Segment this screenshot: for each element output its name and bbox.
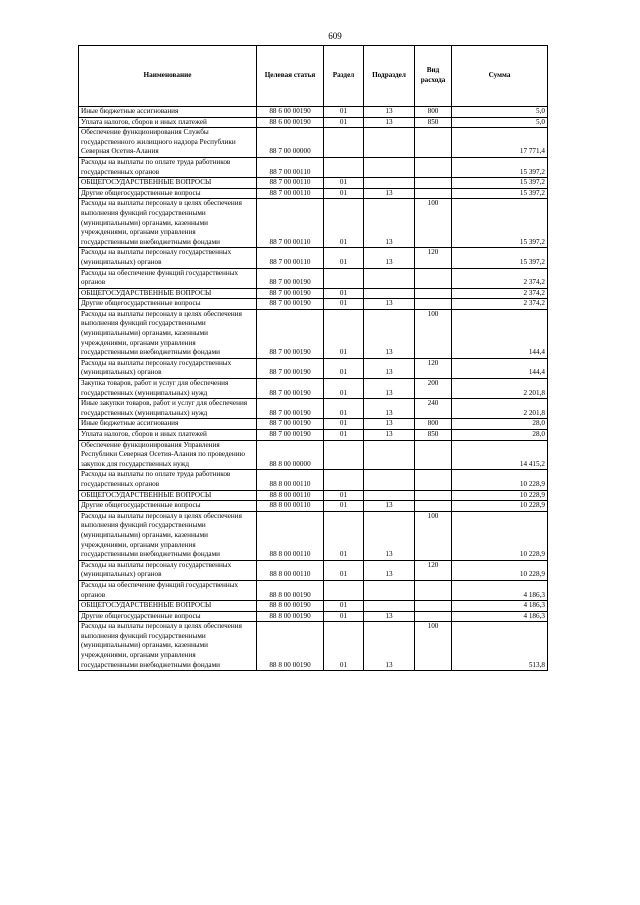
header-expense-type: Вид расхода [415, 46, 452, 107]
row-target-article: 88 7 00 00190 [257, 309, 324, 358]
row-section: 01 [324, 622, 364, 671]
row-subsection: 13 [364, 309, 415, 358]
row-section: 01 [324, 379, 364, 399]
row-sum: 10 228,9 [452, 490, 548, 501]
row-sum: 10 228,9 [452, 501, 548, 512]
row-section: 01 [324, 419, 364, 430]
table-row [79, 440, 548, 470]
row-subsection: 13 [364, 379, 415, 399]
table-row [79, 157, 548, 177]
row-expense-type [415, 128, 452, 158]
row-name: ОБЩЕГОСУДАРСТВЕННЫЕ ВОПРОСЫ [79, 178, 257, 189]
row-expense-type: 240 [415, 399, 452, 419]
row-sum: 4 186,3 [452, 601, 548, 612]
row-sum: 17 771,4 [452, 128, 548, 158]
row-name: Расходы на выплаты персоналу государственных (муниципальных) органов [79, 560, 257, 580]
header-name: Наименование [79, 46, 257, 107]
row-sum: 4 186,3 [452, 611, 548, 622]
row-name: Обеспечение функционирования Службы государственного жилищного надзора Республики Северная Осетия-Алания [79, 128, 257, 158]
table-row [79, 358, 548, 378]
row-target-article: 88 8 00 00000 [257, 440, 324, 470]
row-name: ОБЩЕГОСУДАРСТВЕННЫЕ ВОПРОСЫ [79, 288, 257, 299]
row-expense-type [415, 268, 452, 288]
row-sum: 144,4 [452, 358, 548, 378]
row-subsection: 13 [364, 188, 415, 199]
row-section: 01 [324, 490, 364, 501]
table-row [79, 268, 548, 288]
row-sum: 10 228,9 [452, 470, 548, 490]
row-name: Обеспечение функционирования Управления Республики Северная Осетия-Алания по проведению закупок для государственных нужд [79, 440, 257, 470]
row-section: 01 [324, 601, 364, 612]
row-name: Уплата налогов, сборов и иных платежей [79, 117, 257, 128]
row-target-article: 88 7 00 00190 [257, 419, 324, 430]
row-name: Другие общегосударственные вопросы [79, 188, 257, 199]
header-subsection: Подраздел [364, 46, 415, 107]
row-sum: 2 201,8 [452, 379, 548, 399]
table-row [79, 379, 548, 399]
row-subsection: 13 [364, 419, 415, 430]
row-section: 01 [324, 188, 364, 199]
row-target-article: 88 7 00 00190 [257, 399, 324, 419]
row-section [324, 268, 364, 288]
row-expense-type: 100 [415, 511, 452, 560]
row-section: 01 [324, 560, 364, 580]
row-name: Иные бюджетные ассигнования [79, 107, 257, 118]
row-target-article: 88 8 00 00190 [257, 580, 324, 600]
table-row [79, 107, 548, 118]
row-target-article: 88 8 00 00190 [257, 601, 324, 612]
table-row [79, 580, 548, 600]
row-expense-type: 100 [415, 199, 452, 248]
row-subsection [364, 178, 415, 189]
table-row [79, 611, 548, 622]
row-expense-type [415, 178, 452, 189]
row-section: 01 [324, 178, 364, 189]
row-sum: 5,0 [452, 117, 548, 128]
row-target-article: 88 6 00 00190 [257, 107, 324, 118]
budget-table [78, 45, 548, 671]
row-name: Расходы на выплаты персоналу в целях обеспечения выполнения функций государственными (муниципальными) органами, казенными учреждениями, органами управления государственными внебюджетными фондами [79, 622, 257, 671]
row-target-article: 88 8 00 00190 [257, 611, 324, 622]
row-section: 01 [324, 199, 364, 248]
row-sum: 2 374,2 [452, 288, 548, 299]
row-expense-type [415, 188, 452, 199]
row-expense-type [415, 288, 452, 299]
row-section: 01 [324, 511, 364, 560]
row-name: Расходы на выплаты по оплате труда работников государственных органов [79, 470, 257, 490]
row-sum: 2 374,2 [452, 268, 548, 288]
row-name: Другие общегосударственные вопросы [79, 611, 257, 622]
header-sum: Сумма [452, 46, 548, 107]
row-section [324, 157, 364, 177]
table-row [79, 622, 548, 671]
row-expense-type: 200 [415, 379, 452, 399]
table-row [79, 490, 548, 501]
row-target-article: 88 7 00 00190 [257, 299, 324, 310]
row-section: 01 [324, 117, 364, 128]
row-target-article: 88 7 00 00190 [257, 358, 324, 378]
row-subsection: 13 [364, 511, 415, 560]
row-expense-type: 850 [415, 430, 452, 441]
row-target-article: 88 8 00 00110 [257, 511, 324, 560]
row-name: Иные бюджетные ассигнования [79, 419, 257, 430]
row-target-article: 88 8 00 00110 [257, 470, 324, 490]
row-section [324, 128, 364, 158]
row-sum: 15 397,2 [452, 188, 548, 199]
row-subsection [364, 128, 415, 158]
row-subsection: 13 [364, 117, 415, 128]
row-sum: 2 374,2 [452, 299, 548, 310]
row-expense-type [415, 157, 452, 177]
row-target-article: 88 8 00 00110 [257, 490, 324, 501]
row-subsection [364, 580, 415, 600]
row-subsection: 13 [364, 501, 415, 512]
row-sum: 5,0 [452, 107, 548, 118]
table-row [79, 178, 548, 189]
row-name: Уплата налогов, сборов и иных платежей [79, 430, 257, 441]
row-sum: 14 415,2 [452, 440, 548, 470]
row-name: Расходы на обеспечение функций государственных органов [79, 580, 257, 600]
row-section: 01 [324, 248, 364, 268]
row-expense-type: 100 [415, 309, 452, 358]
row-section: 01 [324, 399, 364, 419]
table-row [79, 188, 548, 199]
row-name: Расходы на выплаты по оплате труда работников государственных органов [79, 157, 257, 177]
row-sum: 28,0 [452, 419, 548, 430]
row-name: Расходы на выплаты персоналу государственных (муниципальных) органов [79, 248, 257, 268]
table-row [79, 419, 548, 430]
row-subsection: 13 [364, 622, 415, 671]
header-section: Раздел [324, 46, 364, 107]
row-target-article: 88 7 00 00000 [257, 128, 324, 158]
table-row [79, 470, 548, 490]
row-subsection: 13 [364, 358, 415, 378]
row-sum: 15 397,2 [452, 199, 548, 248]
row-subsection: 13 [364, 299, 415, 310]
row-subsection: 13 [364, 560, 415, 580]
row-section [324, 470, 364, 490]
row-expense-type [415, 601, 452, 612]
row-name: Другие общегосударственные вопросы [79, 501, 257, 512]
row-name: Закупка товаров, работ и услуг для обеспечения государственных (муниципальных) нужд [79, 379, 257, 399]
row-sum: 15 397,2 [452, 157, 548, 177]
row-subsection: 13 [364, 399, 415, 419]
row-sum: 10 228,9 [452, 511, 548, 560]
row-expense-type [415, 440, 452, 470]
row-target-article: 88 8 00 00110 [257, 560, 324, 580]
row-subsection [364, 268, 415, 288]
row-section: 01 [324, 288, 364, 299]
row-target-article: 88 6 00 00190 [257, 117, 324, 128]
row-subsection: 13 [364, 248, 415, 268]
row-subsection [364, 470, 415, 490]
row-target-article: 88 7 00 00110 [257, 188, 324, 199]
row-target-article: 88 7 00 00110 [257, 248, 324, 268]
row-section [324, 440, 364, 470]
row-section: 01 [324, 611, 364, 622]
row-subsection [364, 288, 415, 299]
table-row [79, 128, 548, 158]
row-expense-type: 800 [415, 419, 452, 430]
row-subsection [364, 157, 415, 177]
row-sum: 10 228,9 [452, 560, 548, 580]
page-number: 609 [328, 31, 342, 41]
table-row [79, 511, 548, 560]
row-expense-type [415, 501, 452, 512]
table-row [79, 117, 548, 128]
row-name: Расходы на выплаты персоналу государственных (муниципальных) органов [79, 358, 257, 378]
row-sum: 144,4 [452, 309, 548, 358]
row-sum: 513,8 [452, 622, 548, 671]
row-expense-type: 120 [415, 358, 452, 378]
table-row [79, 309, 548, 358]
row-subsection [364, 490, 415, 501]
row-section [324, 580, 364, 600]
row-target-article: 88 8 00 00110 [257, 501, 324, 512]
row-name: Иные закупки товаров, работ и услуг для обеспечения государственных (муниципальных) нужд [79, 399, 257, 419]
row-section: 01 [324, 430, 364, 441]
row-name: Другие общегосударственные вопросы [79, 299, 257, 310]
row-name: Расходы на выплаты персоналу в целях обеспечения выполнения функций государственными (муниципальными) органами, казенными учреждениями, органами управления государственными внебюджетными фондами [79, 199, 257, 248]
row-target-article: 88 7 00 00190 [257, 268, 324, 288]
row-subsection [364, 440, 415, 470]
row-sum: 15 397,2 [452, 178, 548, 189]
row-target-article: 88 7 00 00110 [257, 178, 324, 189]
table-header-row [79, 46, 548, 107]
row-section: 01 [324, 299, 364, 310]
header-target-article: Целевая статья [257, 46, 324, 107]
row-sum: 15 397,2 [452, 248, 548, 268]
row-target-article: 88 7 00 00190 [257, 288, 324, 299]
row-expense-type [415, 299, 452, 310]
row-expense-type [415, 580, 452, 600]
row-name: Расходы на выплаты персоналу в целях обеспечения выполнения функций государственными (муниципальными) органами, казенными учреждениями, органами управления государственными внебюджетными фондами [79, 309, 257, 358]
table-row [79, 399, 548, 419]
row-section: 01 [324, 107, 364, 118]
row-expense-type: 120 [415, 560, 452, 580]
table-row [79, 560, 548, 580]
table-row [79, 501, 548, 512]
table-row [79, 199, 548, 248]
row-sum: 2 201,8 [452, 399, 548, 419]
row-target-article: 88 7 00 00190 [257, 430, 324, 441]
row-expense-type: 800 [415, 107, 452, 118]
row-subsection [364, 601, 415, 612]
row-subsection: 13 [364, 199, 415, 248]
row-section: 01 [324, 309, 364, 358]
row-expense-type [415, 470, 452, 490]
row-section: 01 [324, 358, 364, 378]
row-expense-type [415, 490, 452, 501]
row-subsection: 13 [364, 430, 415, 441]
row-name: ОБЩЕГОСУДАРСТВЕННЫЕ ВОПРОСЫ [79, 601, 257, 612]
row-target-article: 88 7 00 00110 [257, 199, 324, 248]
row-name: ОБЩЕГОСУДАРСТВЕННЫЕ ВОПРОСЫ [79, 490, 257, 501]
row-subsection: 13 [364, 107, 415, 118]
row-sum: 28,0 [452, 430, 548, 441]
row-name: Расходы на обеспечение функций государственных органов [79, 268, 257, 288]
table-row [79, 299, 548, 310]
row-target-article: 88 8 00 00190 [257, 622, 324, 671]
row-expense-type [415, 611, 452, 622]
row-target-article: 88 7 00 00190 [257, 379, 324, 399]
row-expense-type: 850 [415, 117, 452, 128]
row-expense-type: 120 [415, 248, 452, 268]
table-row [79, 248, 548, 268]
table-row [79, 601, 548, 612]
row-name: Расходы на выплаты персоналу в целях обеспечения выполнения функций государственными (муниципальными) органами, казенными учреждениями, органами управления государственными внебюджетными фондами [79, 511, 257, 560]
row-subsection: 13 [364, 611, 415, 622]
row-sum: 4 186,3 [452, 580, 548, 600]
row-target-article: 88 7 00 00110 [257, 157, 324, 177]
table-row [79, 430, 548, 441]
row-section: 01 [324, 501, 364, 512]
table-row [79, 288, 548, 299]
row-expense-type: 100 [415, 622, 452, 671]
